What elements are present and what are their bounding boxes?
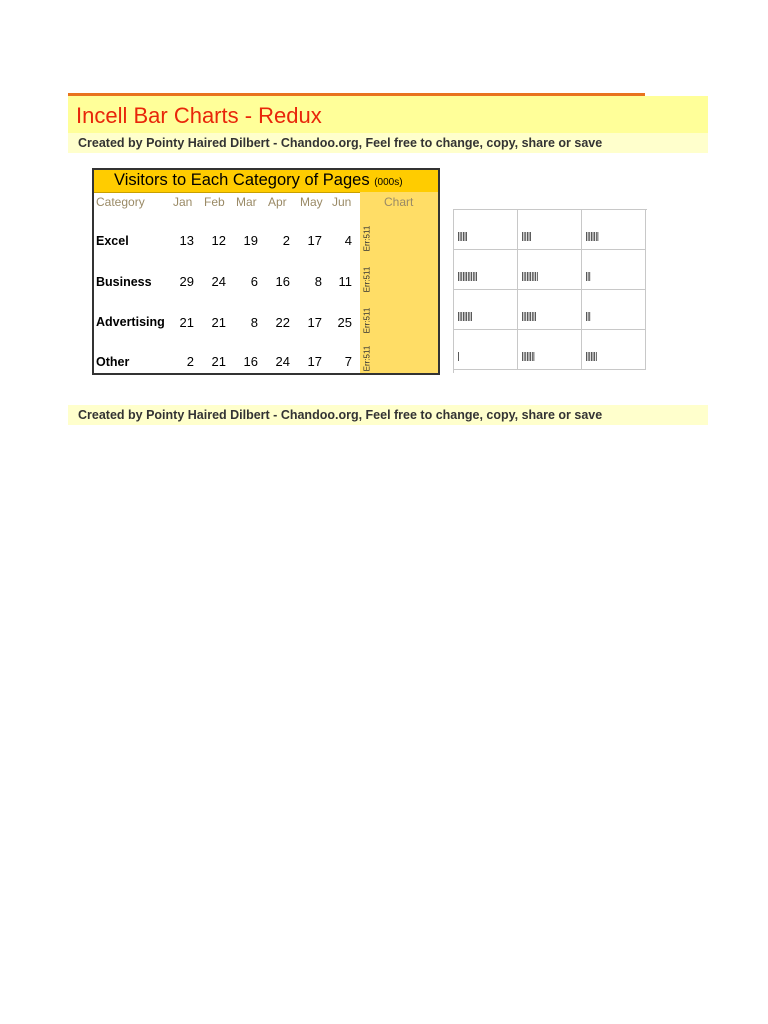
table-cell: 21: [179, 315, 194, 330]
bar-grid-cell: [518, 210, 582, 250]
title-band: [68, 96, 708, 133]
table-cell: 17: [307, 233, 322, 248]
table-cell: 16: [275, 274, 290, 289]
error-cell: Err:511: [362, 225, 372, 252]
incell-bar: |: [457, 352, 459, 362]
bar-grid-cell: [582, 330, 646, 370]
col-header-apr: Apr: [268, 195, 287, 209]
table-cell: 17: [307, 315, 322, 330]
table-cell: 29: [179, 274, 194, 289]
table-cell: 22: [275, 315, 290, 330]
row-label-advertising: Advertising: [96, 315, 165, 329]
bar-grid-cell: [582, 290, 646, 330]
table-cell: 21: [211, 354, 226, 369]
table-cell: 2: [186, 354, 194, 369]
table-cell: 17: [307, 354, 322, 369]
incell-bar: ||||||||||: [521, 272, 538, 282]
col-header-chart: Chart: [384, 195, 414, 209]
bar-grid-cell: [454, 250, 518, 290]
page-title: Incell Bar Charts - Redux: [76, 103, 322, 128]
bar-grid-cell: [582, 250, 646, 290]
footer-credit-text: Created by Pointy Haired Dilbert - Chandoo.org, Feel free to change, copy, share or save: [78, 408, 603, 422]
table-header-band: [94, 170, 438, 193]
col-header-feb: Feb: [204, 195, 225, 209]
header-credit-band: [68, 133, 708, 153]
footer-credit-band: [68, 405, 708, 425]
table-cell: 24: [211, 274, 226, 289]
table-title: [114, 171, 403, 190]
col-header-jan: Jan: [173, 195, 193, 209]
error-cell: Err:511: [362, 307, 372, 334]
chart-column: [360, 192, 438, 373]
incell-bar: ||||||||||||: [457, 272, 477, 282]
bar-grid-cell: [518, 250, 582, 290]
incell-bar: |||: [585, 272, 590, 282]
bar-grid-cell: [518, 330, 582, 370]
table-cell: 8: [314, 274, 322, 289]
row-label-excel: Excel: [96, 234, 129, 248]
col-header-may: May: [300, 195, 323, 209]
visitors-table: [92, 168, 440, 375]
table-cell: 6: [250, 274, 258, 289]
header-credit-text: Created by Pointy Haired Dilbert - Chandoo.org, Feel free to change, copy, share or save: [78, 136, 603, 150]
incell-bar: |||: [585, 312, 590, 322]
table-cell: 7: [344, 354, 352, 369]
table-cell: 19: [243, 233, 258, 248]
incell-bar: |||||||||: [521, 312, 536, 322]
bar-grid-cell: [518, 290, 582, 330]
incell-bar: ||||||||: [521, 352, 535, 362]
incell-bar: |||||||||: [457, 312, 472, 322]
table-title-text: Visitors to Each Category of Pages: [114, 171, 370, 189]
table-unit: (000s): [374, 177, 403, 188]
table-cell: 4: [344, 233, 352, 248]
table-cell: 2: [282, 233, 290, 248]
table-cell: 13: [179, 233, 194, 248]
bar-grid-cell: [582, 210, 646, 250]
error-cell: Err:511: [362, 266, 372, 293]
incell-bar-grid: [453, 209, 647, 373]
table-cell: 21: [211, 315, 226, 330]
error-cell: Err:511: [362, 345, 372, 372]
col-header-mar: Mar: [236, 195, 257, 209]
incell-bar: ||||||||: [585, 232, 599, 242]
table-cell: 25: [337, 315, 352, 330]
bar-grid-cell: [454, 330, 518, 370]
incell-bar: |||||||: [585, 352, 597, 362]
table-cell: 16: [243, 354, 258, 369]
incell-bar: ||||||: [457, 232, 467, 242]
col-header-jun: Jun: [332, 195, 352, 209]
col-header-category: Category: [96, 195, 145, 209]
row-label-business: Business: [96, 275, 152, 289]
bar-grid-cell: [454, 210, 518, 250]
incell-bar: ||||||: [521, 232, 531, 242]
table-cell: 8: [250, 315, 258, 330]
table-cell: 12: [211, 233, 226, 248]
table-cell: 24: [275, 354, 290, 369]
bar-grid-cell: [454, 290, 518, 330]
row-label-other: Other: [96, 355, 130, 369]
table-cell: 11: [338, 274, 352, 289]
